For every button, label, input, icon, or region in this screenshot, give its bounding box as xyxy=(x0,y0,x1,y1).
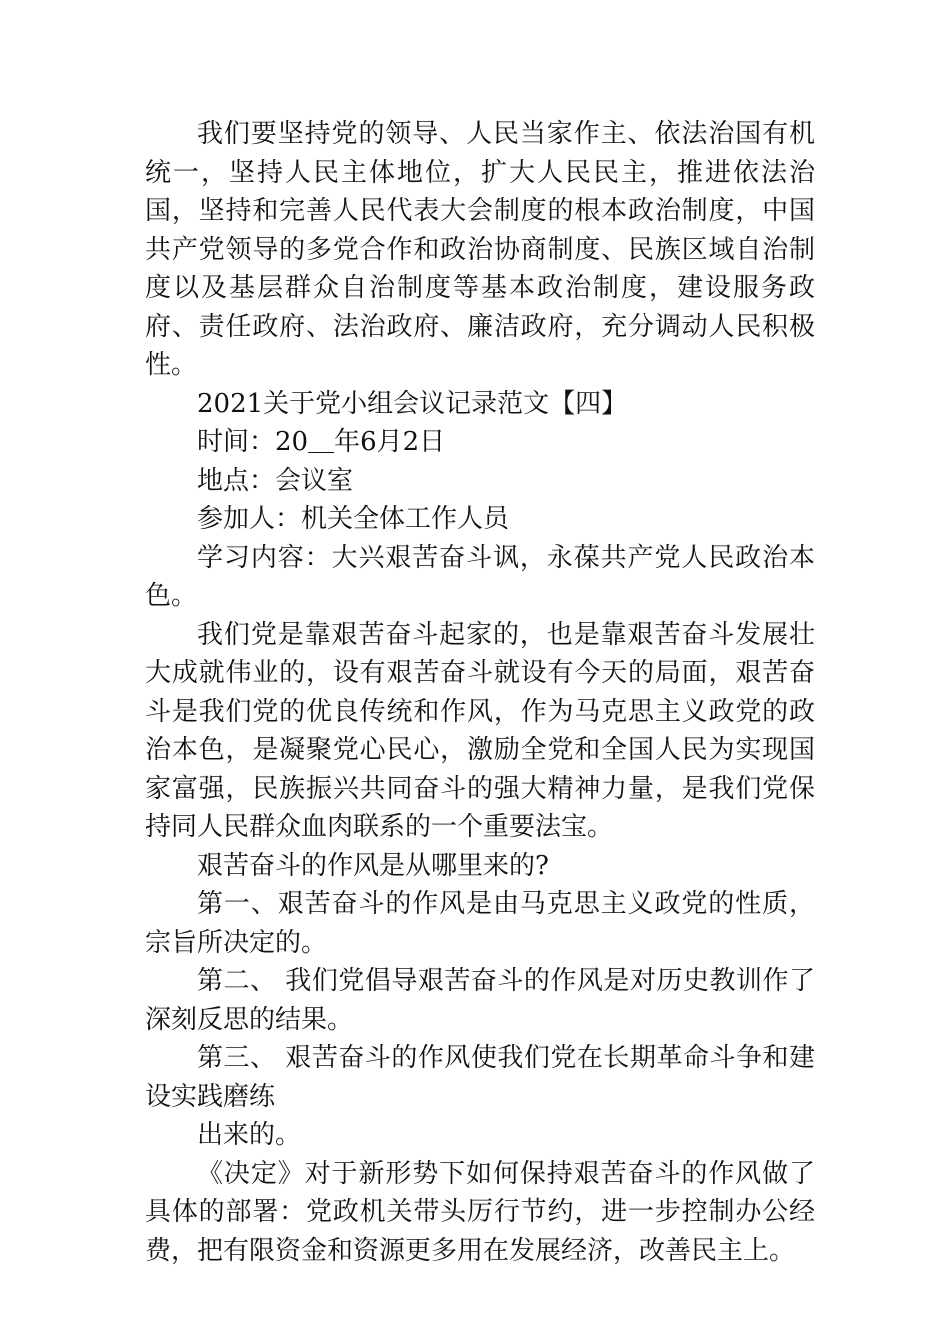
paragraph-hard-work-tradition: 我们党是靠艰苦奋斗起家的，也是靠艰苦奋斗发展壮大成就伟业的，设有艰苦奋斗就设有今天的局面，艰苦奋斗是我们党的优良传统和作风，作为马克思主义政党的政治本色，是凝聚党心民心，激励全党和全国人民为实现国家富强，民族振兴共同奋斗的强大精神力量，是我们党保持同人民群众血肉联系的一个重要法宝。 xyxy=(145,619,815,842)
meeting-attendees: 参加人：机关全体工作人员 xyxy=(197,504,510,534)
point-second: 第二、 我们党倡导艰苦奋斗的作风是对历史教训作了深刻反思的结果。 xyxy=(145,966,815,1035)
section-heading: 2021关于党小组会议记录范文【四】 xyxy=(197,388,628,419)
document-body xyxy=(145,115,815,1270)
study-content: 学习内容：大兴艰苦奋斗讽，永葆共产党人民政治本色。 xyxy=(145,542,815,611)
meeting-location: 地点：会议室 xyxy=(197,465,354,496)
question-origin: 艰苦奋斗的作风是从哪里来的? xyxy=(197,850,549,881)
paragraph-political-system: 我们要坚持党的领导、人民当家作主、依法治国有机统一，坚持人民主体地位，扩大人民民主，推进依法治国，坚持和完善人民代表大会制度的根本政治制度，中国共产党领导的多党合作和政治协商制度、民族区域自治制度以及基层群众自治制度等基本政治制度，建设服务政府、责任政府、法治政府、廉洁政府，充分调动人民积极性。 xyxy=(145,119,815,380)
meeting-time: 时间：20＿年6月2日 xyxy=(197,427,446,457)
point-third: 第三、 艰苦奋斗的作风使我们党在长期革命斗争和建设实践磨练 xyxy=(145,1043,815,1112)
point-third-continued: 出来的。 xyxy=(197,1120,302,1150)
paragraph-decision: 《决定》对于新形势下如何保持艰苦奋斗的作风做了具体的部署：党政机关带头厉行节约，进一步控制办公经费，把有限资金和资源更多用在发展经济，改善民主上。 xyxy=(145,1158,815,1266)
point-first: 第一、艰苦奋斗的作风是由马克思主义政党的性质，宗旨所决定的。 xyxy=(145,889,815,958)
